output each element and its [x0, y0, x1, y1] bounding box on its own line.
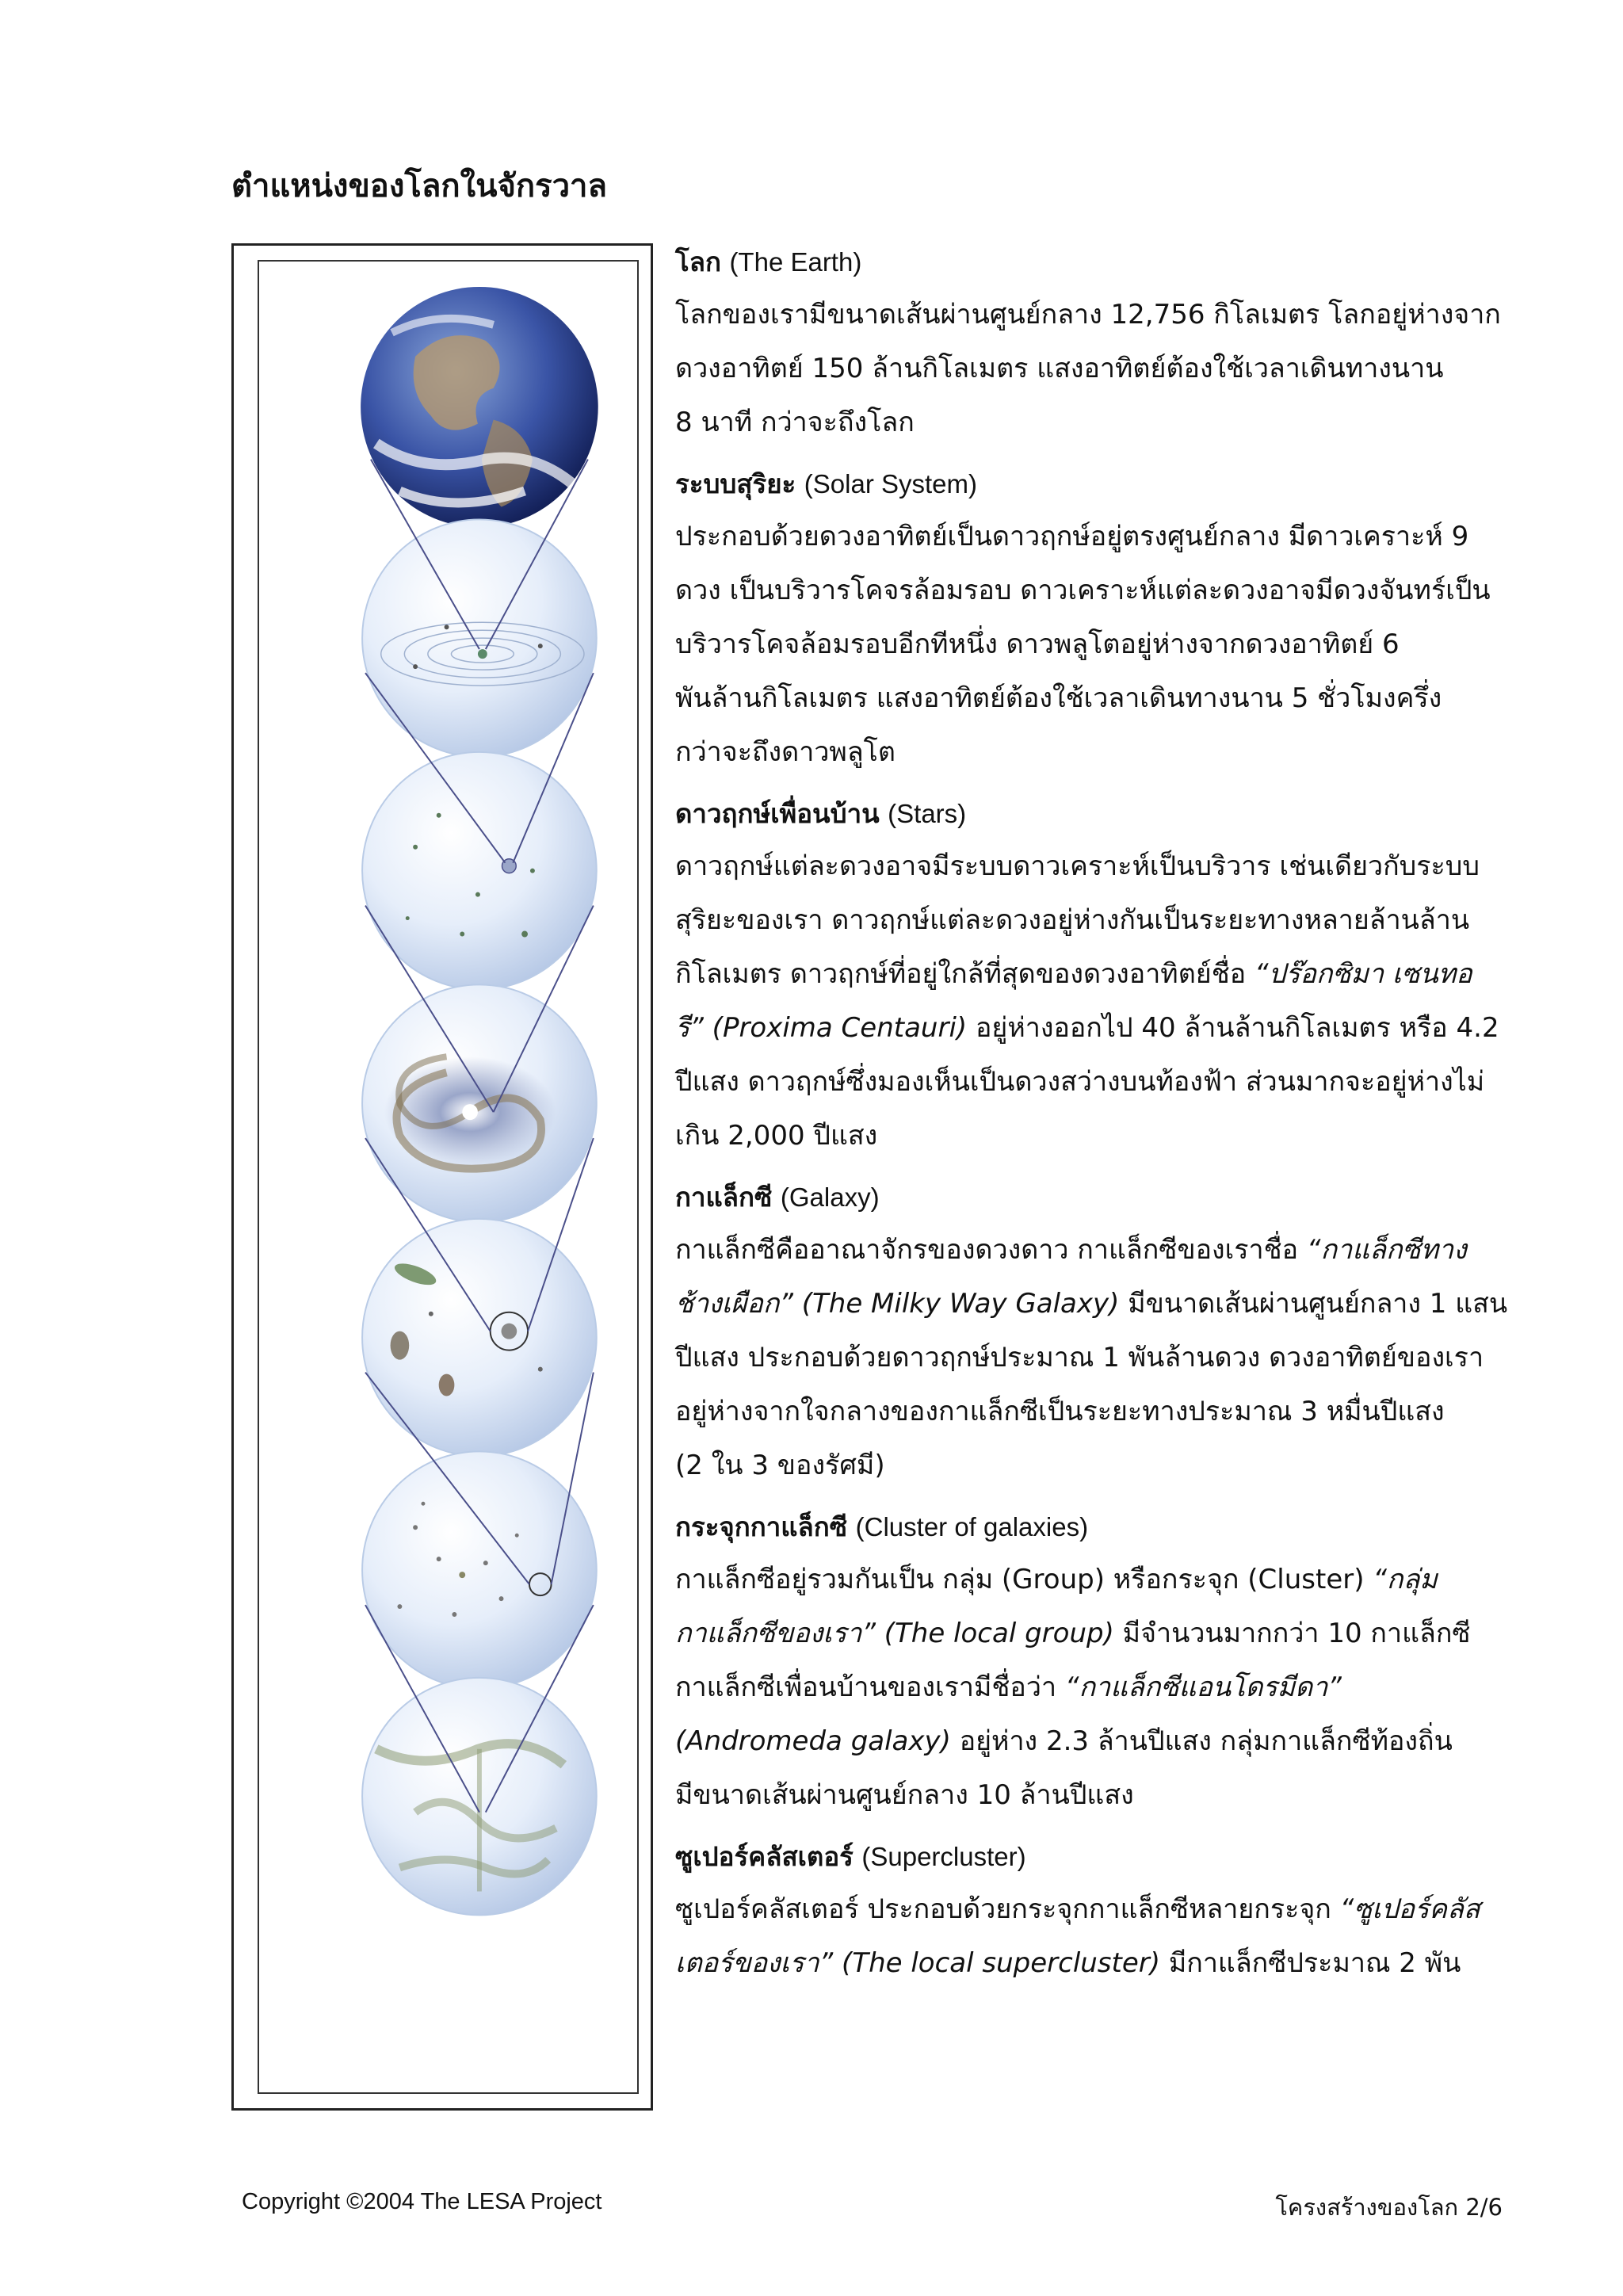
text-segment: มีขนาดเส้นผ่านศูนย์กลาง 1 แสน: [1119, 1288, 1508, 1320]
section-heading-thai: ระบบสุริยะ: [675, 468, 796, 499]
text-segment: กาแล็กซีคืออาณาจักรของดวงดาว กาแล็กซีของเราชื่อ: [675, 1234, 1307, 1266]
text-segment: ดวงอาทิตย์ 150 ล้านกิโลเมตร แสงอาทิตย์ต้องใช้เวลาเดินทางนาน: [675, 353, 1444, 384]
body-text-line: [675, 1882, 1509, 1936]
body-text-line: [675, 617, 1509, 671]
text-segment: อยู่ห่างจากใจกลางของกาแล็กซีเป็นระยะทางประมาณ 3 หมื่นปีแสง: [675, 1396, 1445, 1427]
italic-text: “ซูเปอร์คลัส: [1339, 1893, 1480, 1925]
text-segment: 8 นาที กว่าจะถึงโลก: [675, 407, 915, 438]
body-text-line: [675, 1606, 1509, 1660]
text-segment: ซูเปอร์คลัสเตอร์ ประกอบด้วยกระจุกกาแล็กซีหลายกระจุก: [675, 1893, 1340, 1925]
section-heading-english: (Cluster of galaxies): [855, 1512, 1089, 1541]
text-segment: กาแล็กซีอยู่รวมกันเป็น กลุ่ม (Group) หรือกระจุก (Cluster): [675, 1564, 1373, 1595]
italic-text: เตอร์ของเรา” (The local supercluster): [675, 1947, 1161, 1979]
text-segment: กาแล็กซีเพื่อนบ้านของเรามีชื่อว่า: [675, 1671, 1065, 1703]
text-segment: กิโลเมตร ดาวฤกษ์ที่อยู่ใกล้ที่สุดของดวงอาทิตย์ชื่อ: [675, 958, 1254, 990]
section-heading-thai: กระจุกกาแล็กซี: [675, 1511, 848, 1542]
supercluster-sphere: [362, 1678, 597, 1915]
text-segment: สุริยะของเรา ดาวฤกษ์แต่ละดวงอยู่ห่างกันเป็นระยะทางหลายล้านล้าน: [675, 904, 1470, 936]
text-segment: ประกอบด้วยดวงอาทิตย์เป็นดาวฤกษ์อยู่ตรงศูนย์กลาง มีดาวเคราะห์ 9: [675, 521, 1469, 552]
text-segment: พันล้านกิโลเมตร แสงอาทิตย์ต้องใช้เวลาเดินทางนาน 5 ชั่วโมงครึ่ง: [675, 682, 1442, 714]
text-segment: มีขนาดเส้นผ่านศูนย์กลาง 10 ล้านปีแสง: [675, 1779, 1134, 1811]
section-heading: [675, 1836, 1509, 1878]
section-heading-thai: ดาวฤกษ์เพื่อนบ้าน: [675, 798, 880, 829]
text-segment: บริวารโคจล้อมรอบอีกทีหนึ่ง ดาวพลูโตอยู่ห่างจากดวงอาทิตย์ 6: [675, 628, 1400, 660]
section: [675, 793, 1509, 1163]
stars-sphere: [362, 752, 597, 989]
local-group-sphere: [362, 1219, 597, 1456]
section-heading-english: (Supercluster): [861, 1842, 1026, 1871]
universe-scale-figure: [231, 243, 653, 2111]
section: [675, 242, 1509, 449]
text-segment: โลกของเรามีขนาดเส้นผ่านศูนย์กลาง 12,756 กิโลเมตร โลกอยู่ห่างจาก: [675, 299, 1501, 330]
body-text-line: [675, 947, 1509, 1001]
text-column: [675, 242, 1509, 2004]
section-heading-thai: โลก: [675, 246, 721, 277]
body-text-line: [675, 288, 1509, 342]
section-heading: [675, 464, 1509, 505]
body-text-line: [675, 563, 1509, 617]
solar-system-sphere: [362, 519, 597, 756]
section-heading: [675, 1177, 1509, 1218]
text-segment: เกิน 2,000 ปีแสง: [675, 1120, 878, 1152]
footer-copyright: Copyright ©2004 The LESA Project: [242, 2189, 602, 2214]
section-heading-english: (Solar System): [804, 469, 977, 499]
body-text-line: [675, 725, 1509, 779]
section-heading-english: (Stars): [888, 799, 967, 828]
text-segment: ดาวฤกษ์แต่ละดวงอาจมีระบบดาวเคราะห์เป็นบริวาร เช่นเดียวกับระบบ: [675, 850, 1480, 882]
section-heading: [675, 1507, 1509, 1548]
text-segment: ปีแสง ประกอบด้วยดาวฤกษ์ประมาณ 1 พันล้านดวง ดวงอาทิตย์ของเรา: [675, 1342, 1484, 1373]
text-segment: มีจำนวนมากกว่า 10 กาแล็กซี: [1113, 1618, 1471, 1649]
body-text-line: [675, 839, 1509, 893]
italic-text: “กาแล็กซีแอนโดรมีดา”: [1064, 1671, 1342, 1703]
body-text-line: [675, 671, 1509, 725]
italic-text: “กาแล็กซีทาง: [1306, 1234, 1467, 1266]
text-segment: อยู่ห่าง 2.3 ล้านปีแสง กลุ่มกาแล็กซีท้องถิ่น: [950, 1725, 1453, 1757]
body-text-line: [675, 342, 1509, 395]
section: [675, 1836, 1509, 1990]
body-text-line: [675, 1553, 1509, 1606]
text-segment: มีกาแล็กซีประมาณ 2 พัน: [1160, 1947, 1461, 1979]
section-heading-thai: ซูเปอร์คลัสเตอร์: [675, 1841, 854, 1872]
text-segment: (2 ใน 3 ของรัศมี): [675, 1450, 885, 1481]
section-heading-english: (Galaxy): [780, 1182, 880, 1212]
section: [675, 464, 1509, 779]
section-heading-thai: กาแล็กซี: [675, 1182, 773, 1213]
text-segment: กว่าจะถึงดาวพลูโต: [675, 736, 896, 768]
italic-text: รี” (Proxima Centauri): [675, 1012, 968, 1044]
body-text-line: [675, 1001, 1509, 1055]
body-text-line: [675, 1936, 1509, 1990]
section: [675, 1177, 1509, 1492]
section-heading: [675, 793, 1509, 835]
earth-globe: [361, 287, 598, 527]
body-text-line: [675, 1714, 1509, 1768]
text-segment: อยู่ห่างออกไป 40 ล้านล้านกิโลเมตร หรือ 4.2: [967, 1012, 1499, 1044]
body-text-line: [675, 510, 1509, 563]
italic-text: “ปร๊อกซิมา เซนทอ: [1254, 958, 1472, 990]
cluster-sphere: [362, 1451, 597, 1688]
text-segment: ปีแสง ดาวฤกษ์ซึ่งมองเห็นเป็นดวงสว่างบนท้องฟ้า ส่วนมากจะอยู่ห่างไม่: [675, 1066, 1485, 1098]
italic-text: “กลุ่ม: [1373, 1564, 1438, 1595]
body-text-line: [675, 1768, 1509, 1822]
italic-text: ช้างเผือก” (The Milky Way Galaxy): [675, 1288, 1120, 1320]
body-text-line: [675, 1385, 1509, 1438]
italic-text: (Andromeda galaxy): [675, 1725, 951, 1757]
italic-text: กาแล็กซีของเรา” (The local group): [675, 1618, 1114, 1649]
page-title: ตำแหน่งของโลกในจักรวาล: [231, 168, 608, 204]
section-heading: [675, 242, 1509, 283]
body-text-line: [675, 1055, 1509, 1109]
body-text-line: [675, 1277, 1509, 1331]
text-segment: ดวง เป็นบริวารโคจรล้อมรอบ ดาวเคราะห์แต่ละดวงอาจมีดวงจันทร์เป็น: [675, 575, 1491, 606]
body-text-line: [675, 1331, 1509, 1385]
section: [675, 1507, 1509, 1822]
body-text-line: [675, 1109, 1509, 1163]
body-text-line: [675, 1223, 1509, 1277]
body-text-line: [675, 1438, 1509, 1492]
body-text-line: [675, 1660, 1509, 1714]
footer-page-number: โครงสร้างของโลก 2/6: [1275, 2194, 1503, 2221]
figure-frame: [258, 260, 639, 2094]
figure-illustration: [259, 262, 637, 2092]
body-text-line: [675, 893, 1509, 947]
body-text-line: [675, 395, 1509, 449]
section-heading-english: (The Earth): [729, 247, 862, 277]
